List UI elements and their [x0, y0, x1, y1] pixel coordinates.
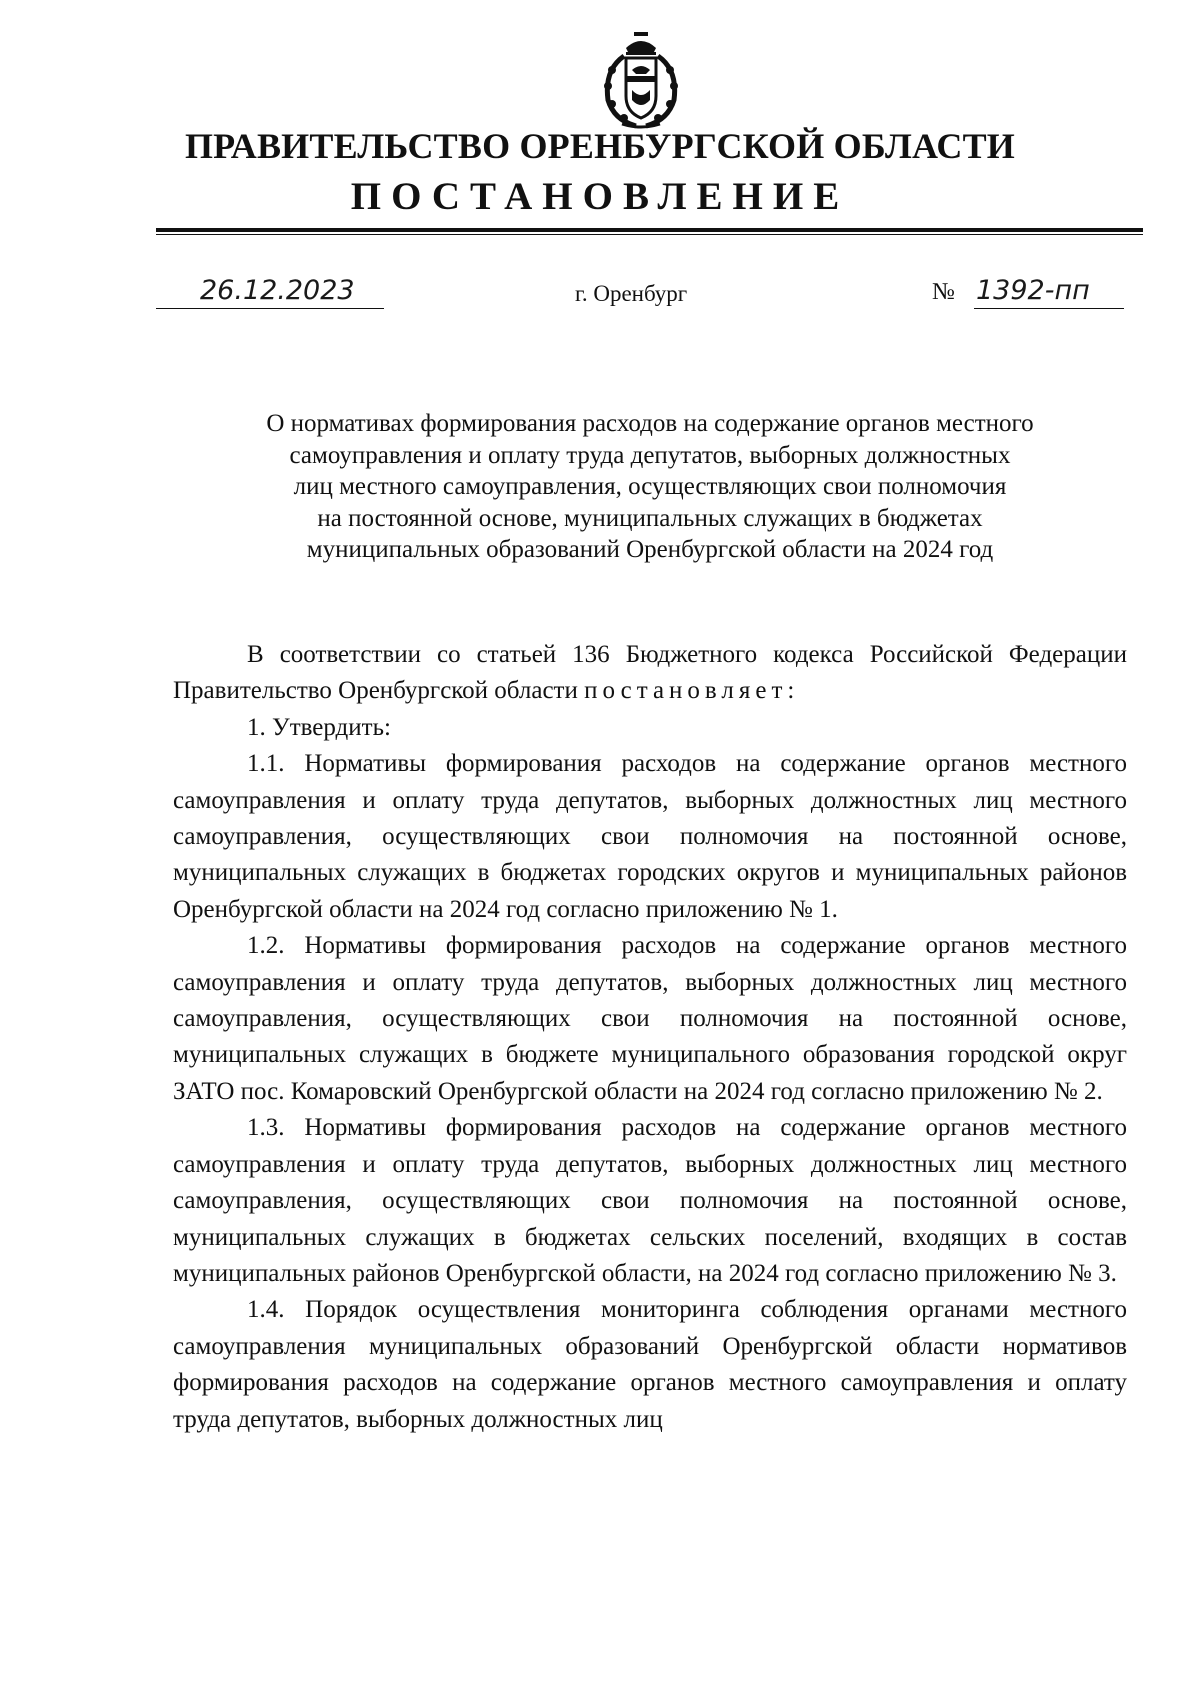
- coat-of-arms-icon: [596, 30, 686, 130]
- date-field: [156, 275, 384, 309]
- header-divider: [156, 228, 1143, 232]
- document-subject: [170, 408, 1130, 566]
- city-label: г. Оренбург: [575, 281, 688, 306]
- decree-word: постановляет:: [584, 677, 800, 705]
- header-divider-thin: [156, 234, 1143, 235]
- item-1: 1. Утвердить:: [247, 713, 391, 741]
- subject-line: лиц местного самоуправления, осуществляющих свои полномочия: [293, 473, 1007, 500]
- item-1-2: 1.2. Нормативы формирования расходов на содержание органов местного самоуправления и оплату труда депутатов, выборных должностных лиц местного самоуправления, осуществляющих свои полномочия на постоянной основе, муниципальных служащих в бюджете муниципального образования городской округ ЗАТО пос. Комаровский Оренбургской области на 2024 год согласно приложению № 2.: [173, 932, 1127, 1105]
- item-1-1: 1.1. Нормативы формирования расходов на содержание органов местного самоуправления и оплату труда депутатов, выборных должностных лиц местного самоуправления, осуществляющих свои полномочия на постоянной основе, муниципальных служащих в бюджетах городских округов и муниципальных районов Оренбургской области на 2024 год согласно приложению № 1.: [173, 750, 1127, 923]
- preamble-paragraph: [173, 637, 1127, 710]
- subject-line: на постоянной основе, муниципальных служащих в бюджетах: [317, 504, 983, 532]
- date-underline: [156, 308, 384, 309]
- authority-title: ПРАВИТЕЛЬСТВО ОРЕНБУРГСКОЙ ОБЛАСТИ: [184, 126, 1016, 166]
- subject-line: самоуправления и оплату труда депутатов, выборных должностных: [289, 441, 1011, 469]
- handwritten-date: 26.12.2023: [200, 275, 355, 306]
- subject-line: муниципальных образований Оренбургской области на 2024 год: [306, 536, 994, 563]
- subject-line: О нормативах формирования расходов на содержание органов местного: [266, 410, 1034, 437]
- item-1-4: 1.4. Порядок осуществления мониторинга соблюдения органами местного самоуправления муниципальных образований Оренбургской области нормативов формирования расходов на содержание органов местного самоуправления и оплату труда депутатов, выборных должностных лиц: [173, 1296, 1127, 1433]
- preamble-text: В соответствии со статьей 136 Бюджетного кодекса Российской Федерации Правительство Оренбургской области: [173, 641, 1127, 705]
- handwritten-number: 1392-пп: [976, 275, 1090, 306]
- document-type-heading: ПОСТАНОВЛЕНИЕ: [350, 175, 850, 218]
- item-1-3: 1.3. Нормативы формирования расходов на содержание органов местного самоуправления и оплату труда депутатов, выборных должностных лиц местного самоуправления, осуществляющих свои полномочия на постоянной основе, муниципальных служащих в бюджетах сельских поселений, входящих в состав муниципальных районов Оренбургской области, на 2024 год согласно приложению № 3.: [173, 1114, 1127, 1287]
- number-underline: [974, 308, 1124, 309]
- number-field: [932, 275, 1146, 309]
- document-body: [173, 637, 1127, 1438]
- number-label: №: [932, 279, 955, 305]
